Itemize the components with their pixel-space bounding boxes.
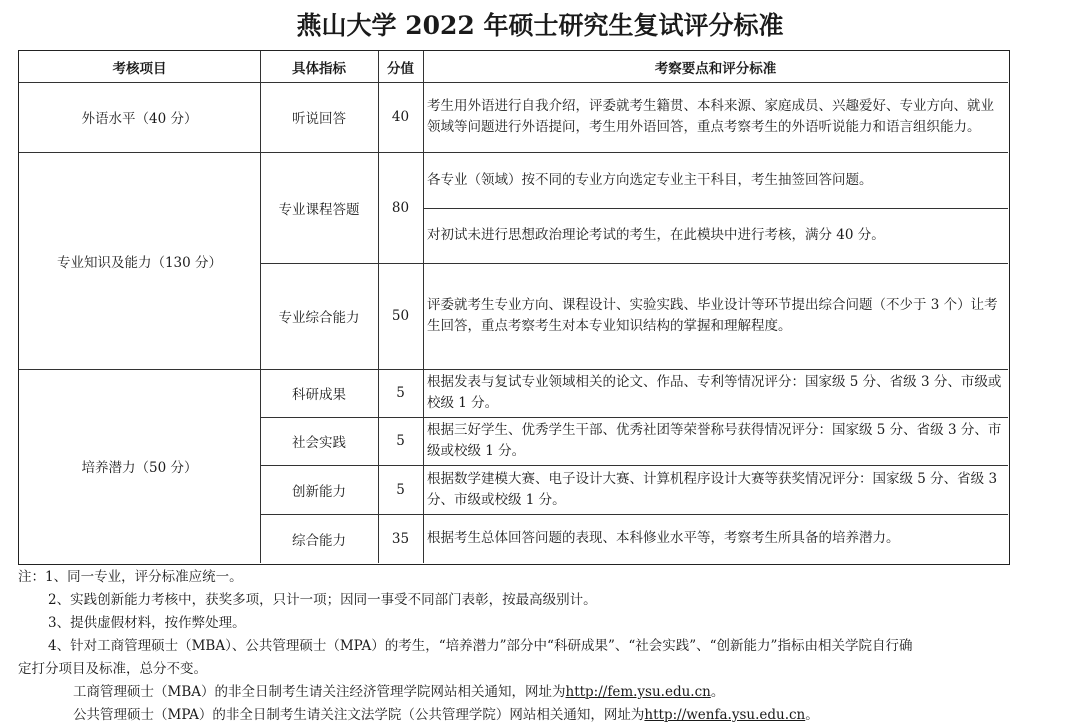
- indicator-comprehensive-ability: 专业综合能力: [278, 310, 360, 326]
- criteria-text: 根据考生总体回答问题的表现、本科修业水平等，考察考生所具备的培养潜力。: [427, 530, 900, 546]
- score-listening-speaking: 40: [391, 109, 410, 125]
- criteria-overall: [427, 514, 1007, 563]
- note-3: 3、提供虚假材料，按作弊处理。: [48, 615, 246, 631]
- criteria-text: 考生用外语进行自我介绍，评委就考生籍贯、本科来源、家庭成员、兴趣爱好、专业方向、就业领域等问题进行外语提问，考生用外语回答，重点考察考生的外语听说能力和语言组织能力。: [427, 98, 994, 135]
- mba-note-period: 。: [710, 684, 725, 700]
- score-overall: 35: [391, 530, 410, 547]
- indicator-innovation: 创新能力: [292, 483, 346, 500]
- criteria-listening-speaking: [427, 82, 1007, 152]
- item-foreign-language: 外语水平（40 分）: [81, 111, 198, 127]
- criteria-research: [427, 369, 1007, 417]
- indicator-course-answer: 专业课程答题: [278, 201, 360, 218]
- score-social-practice: 5: [396, 433, 405, 449]
- note-2: 2、实践创新能力考核中，获奖多项，只计一项；因同一事受不同部门表彰，按最高级别计。: [48, 592, 597, 608]
- note-mpa: [73, 705, 819, 726]
- indicator-overall: 综合能力: [292, 532, 346, 549]
- mpa-note-period: 。: [805, 707, 819, 723]
- score-course-answer: 80: [391, 199, 410, 216]
- criteria-text: 各专业（领域）按不同的专业方向选定专业主干科目，考生抽签回答问题。: [427, 171, 873, 188]
- header-criteria: 考察要点和评分标准: [654, 60, 777, 77]
- criteria-text: 根据数学建模大赛、电子设计大赛、计算机程序设计大赛等获奖情况评分：国家级 5 分、省级 3 分、市级或校级 1 分。: [427, 470, 998, 508]
- score-comprehensive-ability: 50: [391, 308, 410, 324]
- criteria-course-answer-2: [427, 208, 1007, 263]
- mpa-website-link[interactable]: http://wenfa.ysu.edu.cn: [644, 707, 806, 723]
- column-divider: [423, 51, 424, 563]
- criteria-social-practice: [427, 417, 1007, 465]
- item-major-knowledge: 专业知识及能力（130 分）: [56, 254, 223, 271]
- scoring-table: [18, 50, 1010, 565]
- criteria-text: 评委就考生专业方向、课程设计、实验实践、毕业设计等环节提出综合问题（不少于 3 个）让考生回答，重点考察考生对本专业知识结构的掌握和理解程度。: [427, 297, 998, 334]
- criteria-text: 根据三好学生、优秀学生干部、优秀社团等荣誉称号获得情况评分：国家级 5 分、省级 3 分、市级或校级 1 分。: [427, 422, 1002, 459]
- criteria-course-answer-1: [427, 152, 1007, 208]
- header-score: 分值: [387, 60, 414, 77]
- mpa-note-text: 公共管理硕士（MPA）的非全日制考生请关注文法学院（公共管理学院）网站相关通知，网址为: [73, 707, 645, 723]
- criteria-text: 根据发表与复试专业领域相关的论文、作品、专利等情况评分：国家级 5 分、省级 3 分、市级或校级 1 分。: [427, 374, 1002, 411]
- criteria-comprehensive-ability: [427, 263, 1007, 369]
- item-potential: 培养潜力（50 分）: [81, 460, 198, 476]
- note-1: 注：1、同一专业，评分标准应统一。: [18, 569, 243, 585]
- criteria-innovation: [427, 465, 1007, 514]
- note-4: 4、针对工商管理硕士（MBA）、公共管理硕士（MPA）的考生，“培养潜力”部分中“科研成果”、“社会实践”、“创新能力”指标由相关学院自行确: [48, 638, 913, 654]
- indicator-listening-speaking: 听说回答: [292, 111, 346, 127]
- header-item: 考核项目: [112, 60, 167, 77]
- page-title: 燕山大学 2022 年硕士研究生复试评分标准: [296, 11, 784, 40]
- mba-website-link[interactable]: http://fem.ysu.edu.cn: [565, 684, 711, 700]
- mba-note-text: 工商管理硕士（MBA）的非全日制考生请关注经济管理学院网站相关通知，网址为: [73, 684, 566, 700]
- criteria-text: 对初试未进行思想政治理论考试的考生，在此模块中进行考核，满分 40 分。: [427, 227, 885, 243]
- score-research: 5: [396, 385, 405, 401]
- indicator-social-practice: 社会实践: [292, 435, 346, 451]
- header-indicator: 具体指标: [292, 60, 346, 77]
- indicator-research: 科研成果: [292, 387, 346, 403]
- score-innovation: 5: [396, 481, 405, 498]
- note-4-continued: 定打分项目及标准，总分不变。: [18, 661, 207, 677]
- note-mba: [73, 682, 724, 703]
